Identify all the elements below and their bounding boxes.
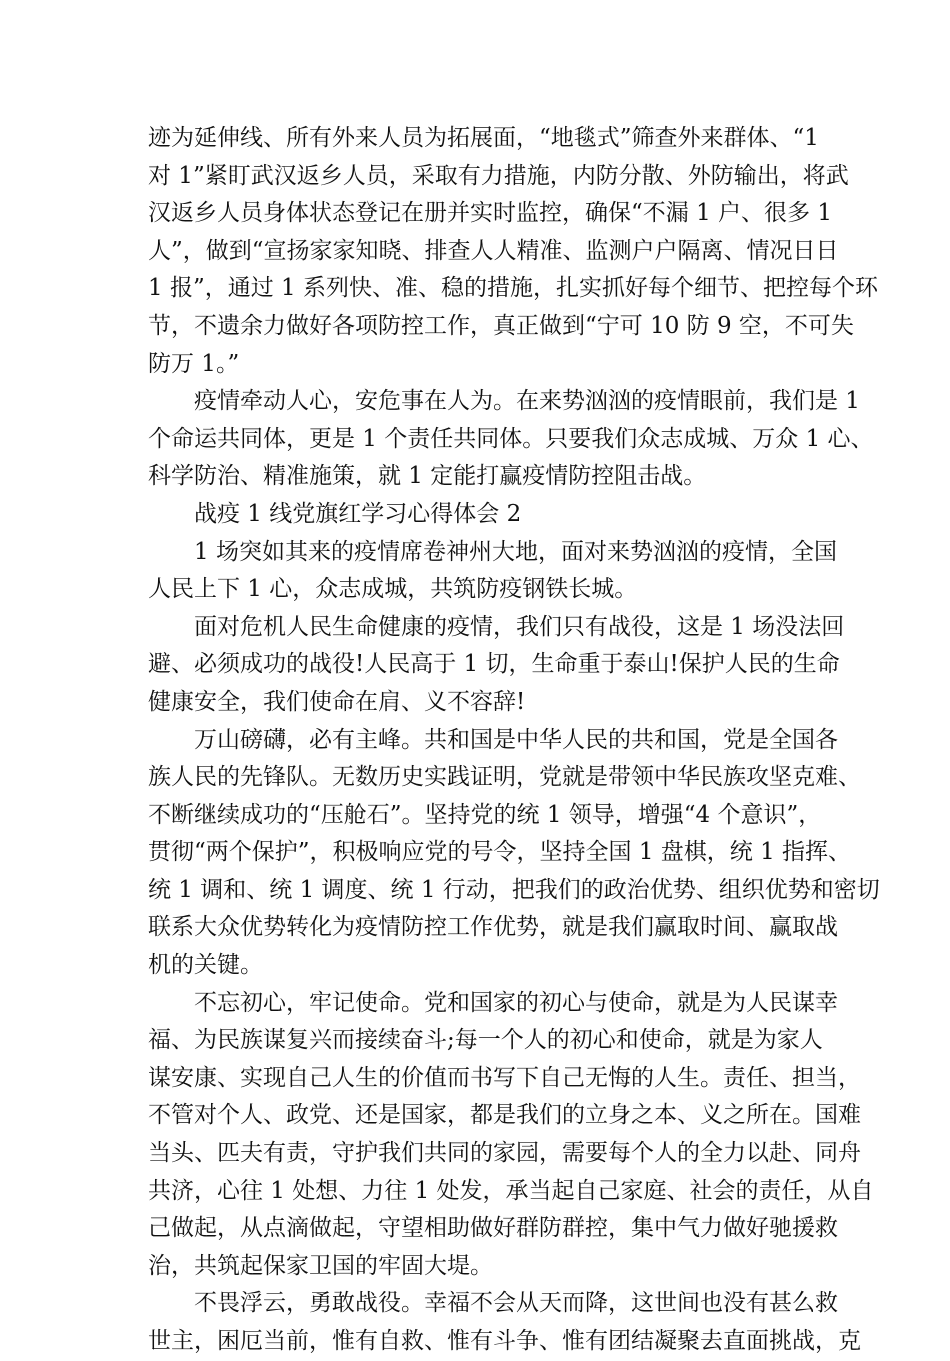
text-line: 疫情牵动人心，安危事在人为。在来势汹汹的疫情眼前，我们是 1 [194, 388, 860, 415]
text-line: 面对危机人民生命健康的疫情，我们只有战役，这是 1 场没法回 [194, 613, 845, 640]
text-line: 机的关键。 [148, 952, 263, 979]
paragraph [148, 496, 808, 534]
text-line: 不断继续成功的“压舱石”。坚持党的统 1 领导，增强“4 个意识”， [148, 801, 822, 828]
text-line: 贯彻“两个保护”，积极响应党的号令，坚持全国 1 盘棋，统 1 指挥、 [148, 839, 852, 866]
text-line: 健康安全，我们使命在肩、义不容辞! [148, 688, 526, 715]
text-line: 避、必须成功的战役!人民高于 1 切，生命重于泰山!保护人民的生命 [148, 651, 840, 678]
text-line: 战疫 1 线党旗红学习心得体会 2 [194, 500, 522, 527]
text-line: 1 场突如其来的疫情席卷神州大地，面对来势汹汹的疫情，全国 [194, 538, 837, 565]
text-line: 不管对个人、政党、还是国家，都是我们的立身之本、义之所在。国难 [148, 1102, 861, 1129]
text-line: 族人民的先锋队。无数历史实践证明，党就是带领中华民族攻坚克难、 [148, 764, 861, 791]
paragraph [148, 120, 878, 383]
paragraph [148, 609, 845, 722]
text-line: 当头、匹夫有责，守护我们共同的家园，需要每个人的全力以赴、同舟 [148, 1140, 861, 1167]
paragraph [148, 534, 837, 609]
paragraph [148, 1285, 861, 1360]
paragraph [148, 985, 874, 1286]
document-body [148, 120, 880, 1361]
paragraph [148, 383, 874, 496]
text-line: 世主，困厄当前，惟有自救、惟有斗争、惟有团结凝聚去直面挑战，克 [148, 1328, 861, 1354]
text-line: 1 报”，通过 1 系列快、准、稳的措施，扎实抓好每个细节、把控每个环 [148, 275, 878, 302]
text-line: 科学防治、精准施策，就 1 定能打赢疫情防控阻击战。 [148, 463, 707, 490]
text-line: 统 1 调和、统 1 调度、统 1 行动，把我们的政治优势、组织优势和密切 [148, 876, 880, 903]
text-line: 迹为延伸线、所有外来人员为拓展面，“地毯式”筛查外来群体、“1 [148, 125, 819, 151]
text-line: 己做起，从点滴做起，守望相助做好群防群控，集中气力做好驰援救 [148, 1215, 838, 1242]
text-line: 联系大众优势转化为疫情防控工作优势，就是我们赢取时间、赢取战 [148, 914, 838, 941]
text-line: 谋安康、实现自己人生的价值而书写下自己无悔的人生。责任、担当， [148, 1064, 861, 1091]
text-line: 共济，心往 1 处想、力往 1 处发，承当起自己家庭、社会的责任，从自 [148, 1177, 874, 1204]
paragraph [148, 722, 880, 985]
text-line: 对 1”紧盯武汉返乡人员，采取有力措施，内防分散、外防输出，将武 [148, 162, 849, 189]
text-line: 汉返乡人员身体状态登记在册并实时监控，确保“不漏 1 户、很多 1 [148, 200, 832, 227]
text-line: 万山磅礴，必有主峰。共和国是中华人民的共和国，党是全国各 [194, 726, 838, 753]
text-line: 人”，做到“宣扬家家知晓、排查人人精准、监测户户隔离、情况日日 [148, 237, 839, 264]
text-line: 防万 1。” [148, 350, 240, 377]
text-line: 不忘初心，牢记使命。党和国家的初心与使命，就是为人民谋幸 [194, 989, 838, 1016]
text-line: 福、为民族谋复兴而接续奋斗;每一个人的初心和使命，就是为家人 [148, 1027, 823, 1054]
text-line: 不畏浮云，勇敢战役。幸福不会从天而降，这世间也没有甚么救 [194, 1290, 838, 1317]
text-line: 治，共筑起保家卫国的牢固大堤。 [148, 1252, 493, 1279]
text-line: 节，不遗余力做好各项防控工作，真正做到“宁可 10 防 9 空，不可失 [148, 312, 854, 339]
text-line: 个命运共同体，更是 1 个责任共同体。只要我们众志成城、万众 1 心、 [148, 425, 874, 452]
text-line: 人民上下 1 心，众志成城，共筑防疫钢铁长城。 [148, 576, 638, 603]
